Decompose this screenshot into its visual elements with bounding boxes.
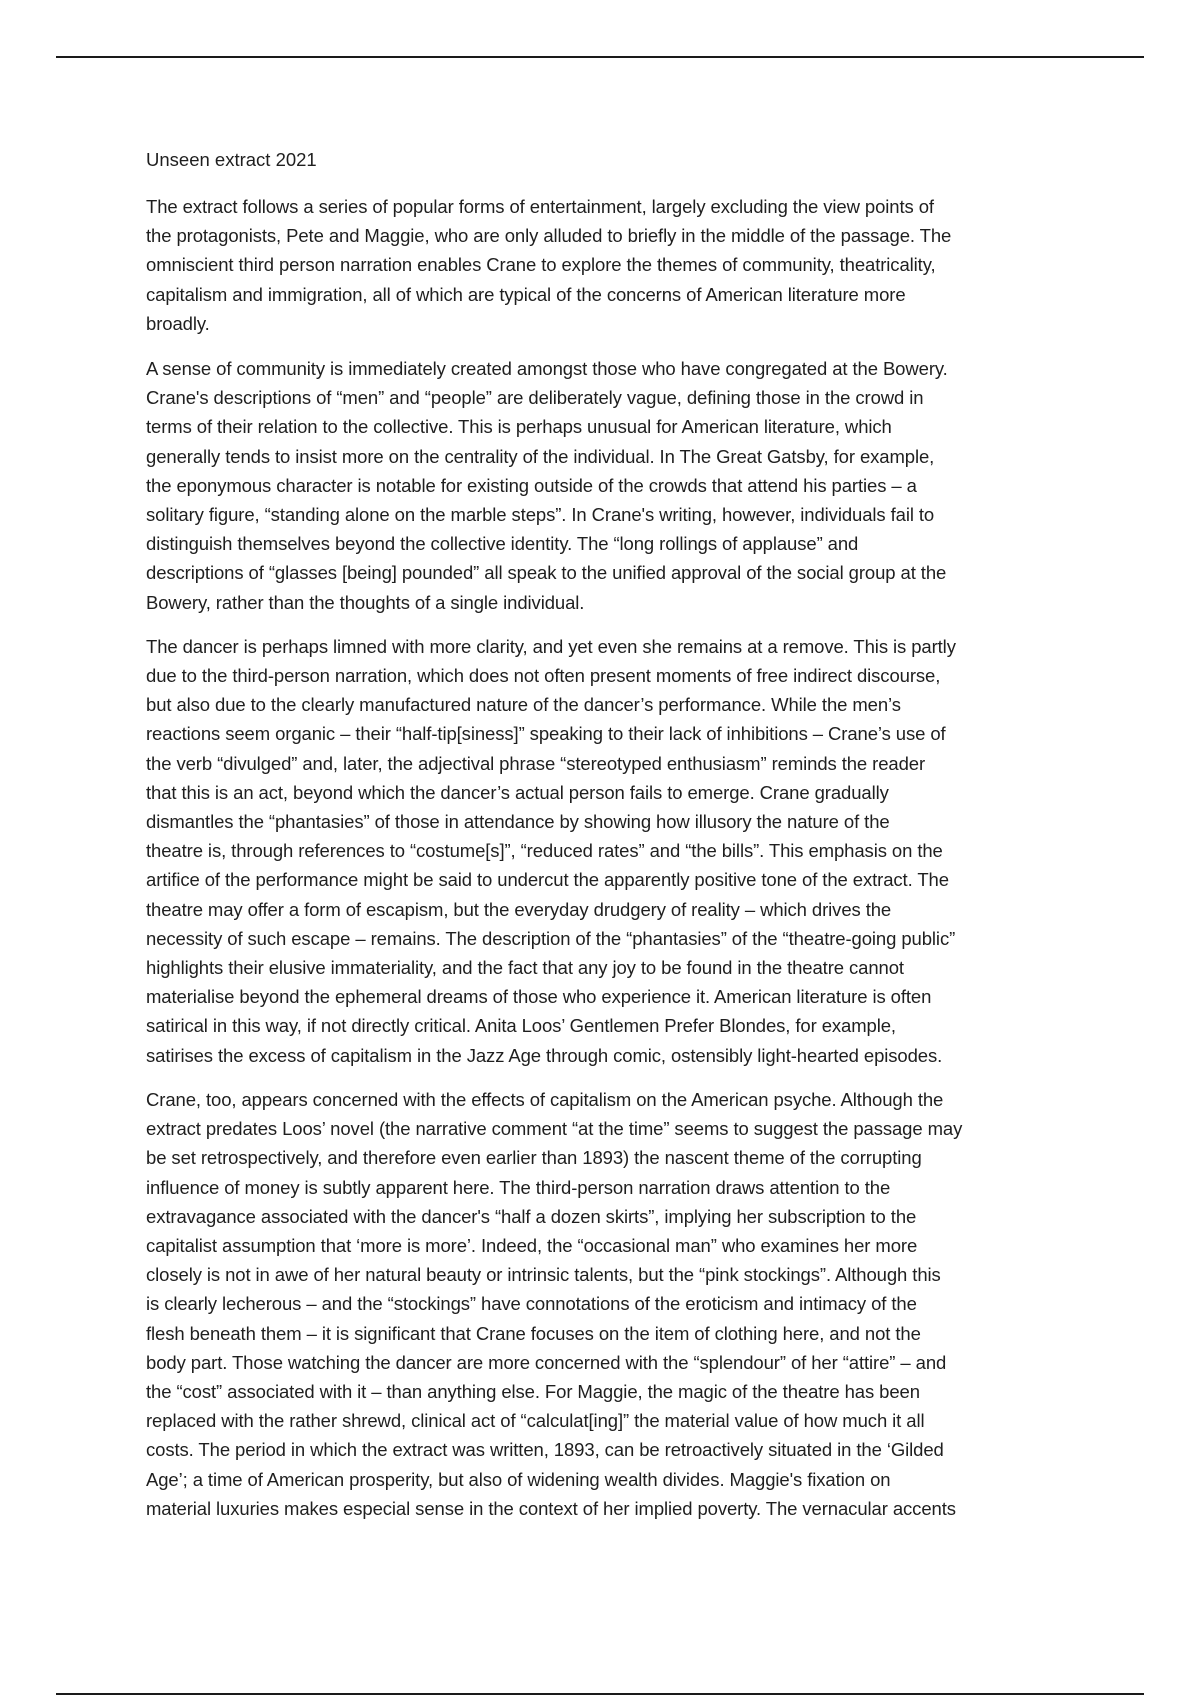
- paragraph-community: A sense of community is immediately created amongst those who have congregated at the Bowery. Crane's descriptions of “men” and “people” are deliberately vague, defining those in the crowd in terms of their relation to the collective. This is perhaps unusual for American literature, which generally tends to insist more on the centrality of the individual. In The Great Gatsby, for example, the eponymous character is notable for existing outside of the crowds that attend his parties – a solitary figure, “standing alone on the marble steps”. In Crane's writing, however, individuals fail to distinguish themselves beyond the collective identity. The “long rollings of applause” and descriptions of “glasses [being] pounded” all speak to the unified approval of the social group at the Bowery, rather than the thoughts of a single individual.: [146, 358, 948, 613]
- document-body: [146, 145, 1066, 1538]
- paragraph-capitalism: Crane, too, appears concerned with the effects of capitalism on the American psyche. Although the extract predates Loos’ novel (the narrative comment “at the time” seems to suggest the passage may be set retrospectively, and therefore even earlier than 1893) the nascent theme of the corrupting influence of money is subtly apparent here. The third-person narration draws attention to the extravagance associated with the dancer's “half a dozen skirts”, implying her subscription to the capitalist assumption that ‘more is more’. Indeed, the “occasional man” who examines her more closely is not in awe of her natural beauty or intrinsic talents, but the “pink stockings”. Although this is clearly lecherous – and the “stockings” have connotations of the eroticism and intimacy of the flesh beneath them – it is significant that Crane focuses on the item of clothing here, and not the body part. Those watching the dancer are more concerned with the “splendour” of her “attire” – and the “cost” associated with it – than anything else. For Maggie, the magic of the theatre has been replaced with the rather shrewd, clinical act of “calculat[ing]” the material value of how much it all costs. The period in which the extract was written, 1893, can be retroactively situated in the ‘Gilded Age’; a time of American prosperity, but also of widening wealth divides. Maggie's fixation on material luxuries makes especial sense in the context of her implied poverty. The vernacular accents: [146, 1088, 963, 1519]
- paragraph-dancer: The dancer is perhaps limned with more clarity, and yet even she remains at a remove. This is partly due to the third-person narration, which does not often present moments of free indirect discourse, but also due to the clearly manufactured nature of the dancer’s performance. While the men’s reactions seem organic – their “half-tip[siness]” speaking to their lack of inhibitions – Crane’s use of the verb “divulged” and, later, the adjectival phrase “stereotyped enthusiasm” reminds the reader that this is an act, beyond which the dancer’s actual person fails to emerge. Crane gradually dismantles the “phantasies” of those in attendance by showing how illusory the nature of the theatre is, through references to “costume[s]”, “reduced rates” and “the bills”. This emphasis on the artifice of the performance might be said to undercut the apparently positive tone of the extract. The theatre may offer a form of escapism, but the everyday drudgery of reality – which drives the necessity of such escape – remains. The description of the “phantasies” of the “theatre-going public” highlights their elusive immateriality, and the fact that any joy to be found in the theatre cannot materialise beyond the ephemeral dreams of those who experience it. American literature is often satirical in this way, if not directly critical. Anita Loos’ Gentlemen Prefer Blondes, for example, satirises the excess of capitalism in the Jazz Age through comic, ostensibly light-hearted episodes.: [146, 635, 956, 1066]
- bottom-horizontal-rule: [56, 1693, 1144, 1695]
- top-horizontal-rule: [56, 56, 1144, 58]
- document-heading: Unseen extract 2021: [146, 149, 317, 170]
- paragraph-introduction: The extract follows a series of popular forms of entertainment, largely excluding the view points of the protagonists, Pete and Maggie, who are only alluded to briefly in the middle of the passage. The omniscient third person narration enables Crane to explore the themes of community, theatricality, capitalism and immigration, all of which are typical of the concerns of American literature more broadly.: [146, 196, 952, 334]
